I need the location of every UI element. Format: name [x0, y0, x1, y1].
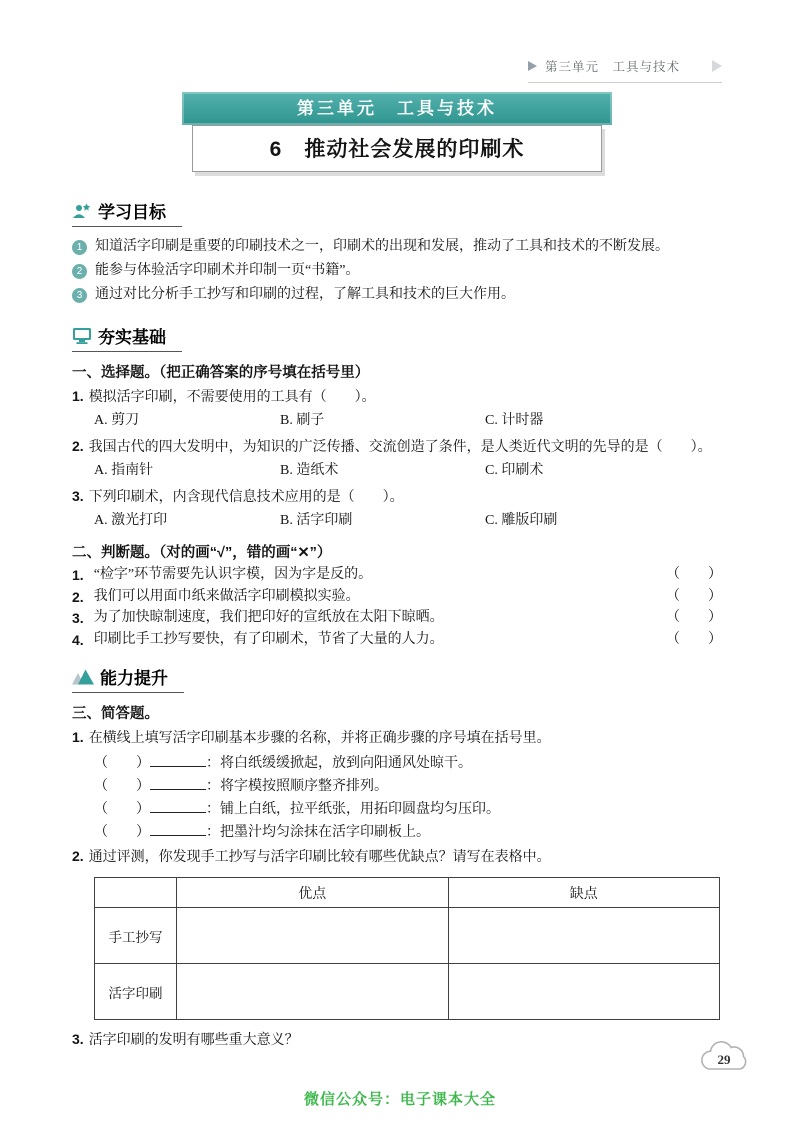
row-header-movable-type: 活字印刷	[95, 964, 177, 1020]
judge-text: 印刷比手工抄写要快，有了印刷术，节省了大量的人力。	[93, 631, 444, 647]
choice-question-1	[72, 385, 722, 409]
row-header-handwriting: 手工抄写	[95, 908, 177, 964]
col-header-advantages: 优点	[177, 878, 449, 908]
goal-item	[72, 235, 722, 259]
table-blank-cell	[448, 908, 720, 964]
choice-question-2-options	[72, 460, 722, 482]
step-line	[72, 821, 722, 844]
answer-bracket: （ ）	[94, 779, 150, 794]
section-basics	[72, 307, 722, 650]
step-text: ：将字模按照顺序整齐排列。	[206, 779, 388, 794]
answer-bracket: （ ）	[666, 588, 722, 604]
question-text: 在横线上填写活字印刷基本步骤的名称，并将正确步骤的序号填在括号里。	[88, 731, 551, 746]
judge-item-3	[72, 608, 722, 629]
answer-blank	[150, 754, 206, 767]
answer-bracket: （ ）	[94, 756, 150, 771]
answer-bracket: （ ）	[666, 567, 722, 582]
basics-heading-text: 夯实基础	[98, 328, 166, 347]
step-line	[72, 775, 722, 798]
answer-bracket: （ ）	[666, 631, 722, 647]
table-row-movable-type	[95, 964, 720, 1020]
choice-question-2	[72, 435, 722, 459]
lesson-title: 6 推动社会发展的印刷术	[192, 125, 602, 172]
goal-item	[72, 283, 722, 307]
choice-section-title: 一、选择题。（把正确答案的序号填在括号里）	[72, 365, 370, 381]
goal-text: 通过对比分析手工抄写和印刷的过程，了解工具和技术的巨大作用。	[95, 287, 515, 302]
step-line	[72, 798, 722, 821]
page-number: 29	[717, 1052, 731, 1067]
step-text: ：将白纸缓缓掀起，放到向阳通风处晾干。	[206, 756, 472, 771]
question-number: 2.	[72, 438, 84, 454]
option-c: C. 计时器	[485, 413, 544, 428]
header-arrow-left-icon	[528, 61, 537, 71]
question-number: 4.	[72, 631, 84, 648]
short-question-3	[72, 1028, 722, 1052]
table-row-handwriting	[95, 908, 720, 964]
answer-bracket: （ ）	[94, 802, 150, 817]
judge-item-4	[72, 630, 722, 651]
table-corner-cell	[95, 878, 177, 908]
goal-number-badge: 1	[72, 240, 87, 255]
goal-number-badge: 2	[72, 264, 87, 279]
answer-blank	[150, 823, 206, 836]
col-header-disadvantages: 缺点	[448, 878, 720, 908]
goal-text: 知道活字印刷是重要的印刷技术之一，印刷术的出现和发展，推动了工具和技术的不断发展。	[95, 239, 669, 254]
answer-blank	[150, 800, 206, 813]
option-a: A. 指南针	[94, 463, 154, 478]
goal-text: 能参与体验活字印刷术并印制一页“书籍”。	[95, 263, 360, 278]
short-answer-title: 三、简答题。	[72, 706, 159, 722]
question-number: 1.	[72, 567, 84, 583]
comparison-table	[94, 877, 720, 1020]
computer-icon	[72, 327, 92, 345]
unit-title-bar: 第三单元 工具与技术	[182, 92, 612, 125]
unit-breadcrumb: 第三单元 工具与技术	[545, 60, 681, 74]
option-b: B. 活字印刷	[280, 513, 353, 528]
question-text: 活字印刷的发明有哪些重大意义？	[88, 1033, 299, 1048]
table-blank-cell	[448, 964, 720, 1020]
student-star-icon	[72, 202, 92, 220]
question-number: 3.	[72, 488, 84, 504]
short-question-2	[72, 845, 722, 869]
judge-text: “检字”环节需要先认识字模，因为字是反的。	[93, 567, 373, 582]
judge-text: 我们可以用面巾纸来做活字印刷模拟实验。	[93, 588, 360, 604]
running-header	[528, 57, 722, 83]
step-text: ：把墨汁均匀涂抹在活字印刷板上。	[206, 825, 430, 840]
question-number: 3.	[72, 610, 84, 626]
option-a: A. 剪刀	[94, 413, 140, 428]
judge-item-1	[72, 565, 722, 586]
option-b: B. 造纸术	[280, 463, 339, 478]
answer-blank	[150, 777, 206, 790]
question-text: 下列印刷术，内含现代信息技术应用的是（ ）。	[88, 490, 404, 505]
question-number: 2.	[72, 848, 84, 864]
question-number: 3.	[72, 1031, 84, 1047]
table-blank-cell	[177, 964, 449, 1020]
choice-question-3	[72, 485, 722, 509]
question-number: 1.	[72, 388, 84, 404]
option-c: C. 雕版印刷	[485, 513, 558, 528]
answer-bracket: （ ）	[666, 610, 722, 625]
learning-goals-heading-text: 学习目标	[98, 203, 166, 222]
option-a: A. 激光打印	[94, 513, 168, 528]
option-b: B. 刷子	[280, 413, 325, 428]
answer-bracket: （ ）	[94, 825, 150, 840]
page-number-cloud	[694, 1037, 752, 1084]
lesson-title-block	[182, 92, 612, 172]
judge-section-title: 二、判断题。（对的画“√”，错的画“✕”）	[72, 545, 332, 561]
goal-item	[72, 259, 722, 283]
step-text: ：铺上白纸，拉平纸张，用拓印圆盘均匀压印。	[206, 802, 500, 817]
section-advanced	[72, 650, 722, 1052]
choice-question-1-options	[72, 410, 722, 432]
question-number: 2.	[72, 588, 84, 605]
short-question-1	[72, 726, 722, 750]
choice-question-3-options	[72, 510, 722, 532]
basics-heading	[72, 323, 182, 352]
goal-number-badge: 3	[72, 288, 87, 303]
step-list	[72, 752, 722, 844]
advanced-heading-text: 能力提升	[100, 669, 168, 688]
step-line	[72, 752, 722, 775]
advanced-heading	[72, 664, 184, 693]
header-arrow-right-icon	[712, 60, 722, 72]
mountains-icon	[72, 669, 94, 685]
question-text: 我国古代的四大发明中，为知识的广泛传播、交流创造了条件，是人类近代文明的先导的是（ ）。	[88, 440, 712, 455]
question-text: 模拟活字印刷，不需要使用的工具有（ ）。	[88, 390, 376, 405]
learning-goals-heading	[72, 198, 182, 227]
section-learning-goals	[72, 172, 722, 307]
judge-text: 为了加快晾制速度，我们把印好的宣纸放在太阳下晾晒。	[93, 610, 444, 625]
question-number: 1.	[72, 729, 84, 745]
judge-item-2	[72, 587, 722, 608]
table-header-row	[95, 878, 720, 908]
footer-promo-text: 微信公众号：电子课本大全	[303, 1091, 496, 1108]
learning-goals-list	[72, 235, 722, 307]
question-text: 通过评测，你发现手工抄写与活字印刷比较有哪些优缺点？请写在表格中。	[88, 850, 551, 865]
option-c: C. 印刷术	[485, 463, 544, 478]
table-blank-cell	[177, 908, 449, 964]
